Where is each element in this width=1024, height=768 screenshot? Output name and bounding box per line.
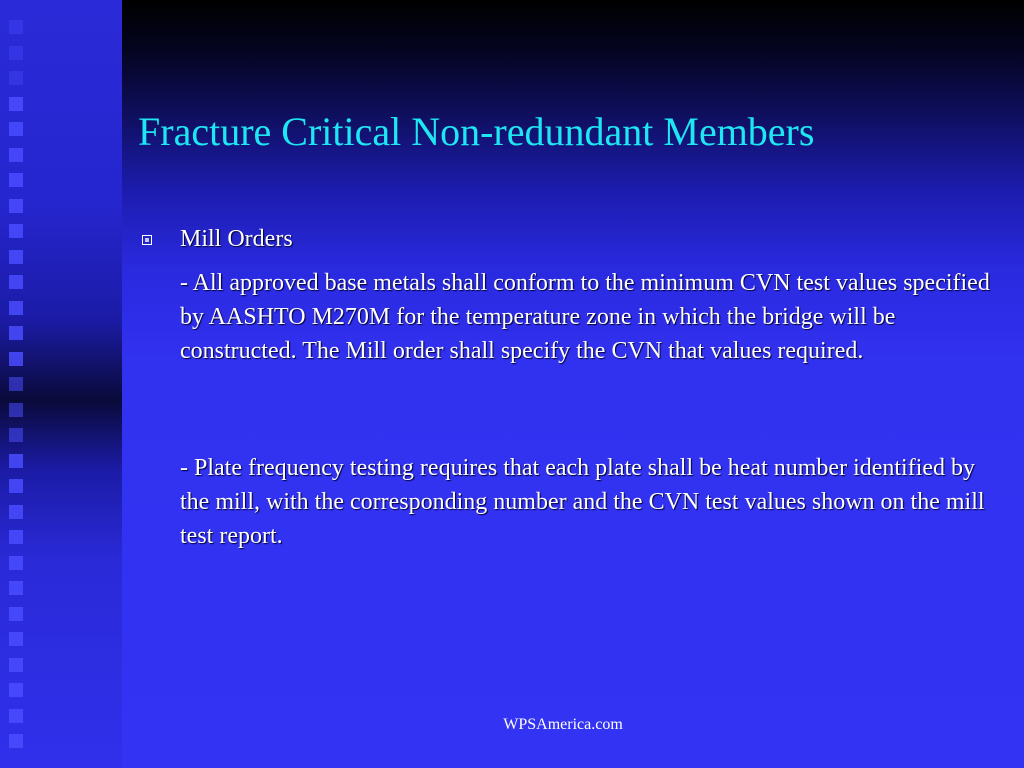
decorative-square <box>9 199 23 213</box>
decorative-square <box>9 250 23 264</box>
decorative-square <box>9 479 23 493</box>
decorative-square <box>9 377 23 391</box>
square-bullet-icon <box>142 235 152 245</box>
slide-title: Fracture Critical Non-redundant Members <box>138 109 815 154</box>
bullet-paragraph-2: - Plate frequency testing requires that each plate shall be heat number identified by the mill, with the corresponding number and the CVN test values shown on the mill test report. <box>180 455 985 549</box>
decorative-square <box>9 224 23 238</box>
bullet-paragraph-1: - All approved base metals shall conform to the minimum CVN test values specified by AASHTO M270M for the temperature zone in which the bridge will be constructed. The Mill order shall specify the CVN that values required. <box>180 270 990 364</box>
footer-text: WPSAmerica.com <box>503 716 623 733</box>
decorative-square <box>9 505 23 519</box>
decorative-square <box>9 454 23 468</box>
decorative-square <box>9 607 23 621</box>
decorative-square <box>9 301 23 315</box>
decorative-square <box>9 20 23 34</box>
decorative-square <box>9 530 23 544</box>
decorative-square <box>9 173 23 187</box>
decorative-square <box>9 71 23 85</box>
decorative-square <box>9 46 23 60</box>
decorative-square <box>9 352 23 366</box>
decorative-square <box>9 275 23 289</box>
decorative-square <box>9 428 23 442</box>
decorative-squares-column <box>0 0 30 768</box>
decorative-square <box>9 683 23 697</box>
decorative-square <box>9 658 23 672</box>
decorative-square <box>9 581 23 595</box>
decorative-square <box>9 734 23 748</box>
decorative-square <box>9 326 23 340</box>
decorative-square <box>9 556 23 570</box>
decorative-square <box>9 632 23 646</box>
bullet-heading: Mill Orders <box>180 226 293 252</box>
decorative-square <box>9 148 23 162</box>
decorative-square <box>9 403 23 417</box>
decorative-square <box>9 122 23 136</box>
decorative-square <box>9 97 23 111</box>
